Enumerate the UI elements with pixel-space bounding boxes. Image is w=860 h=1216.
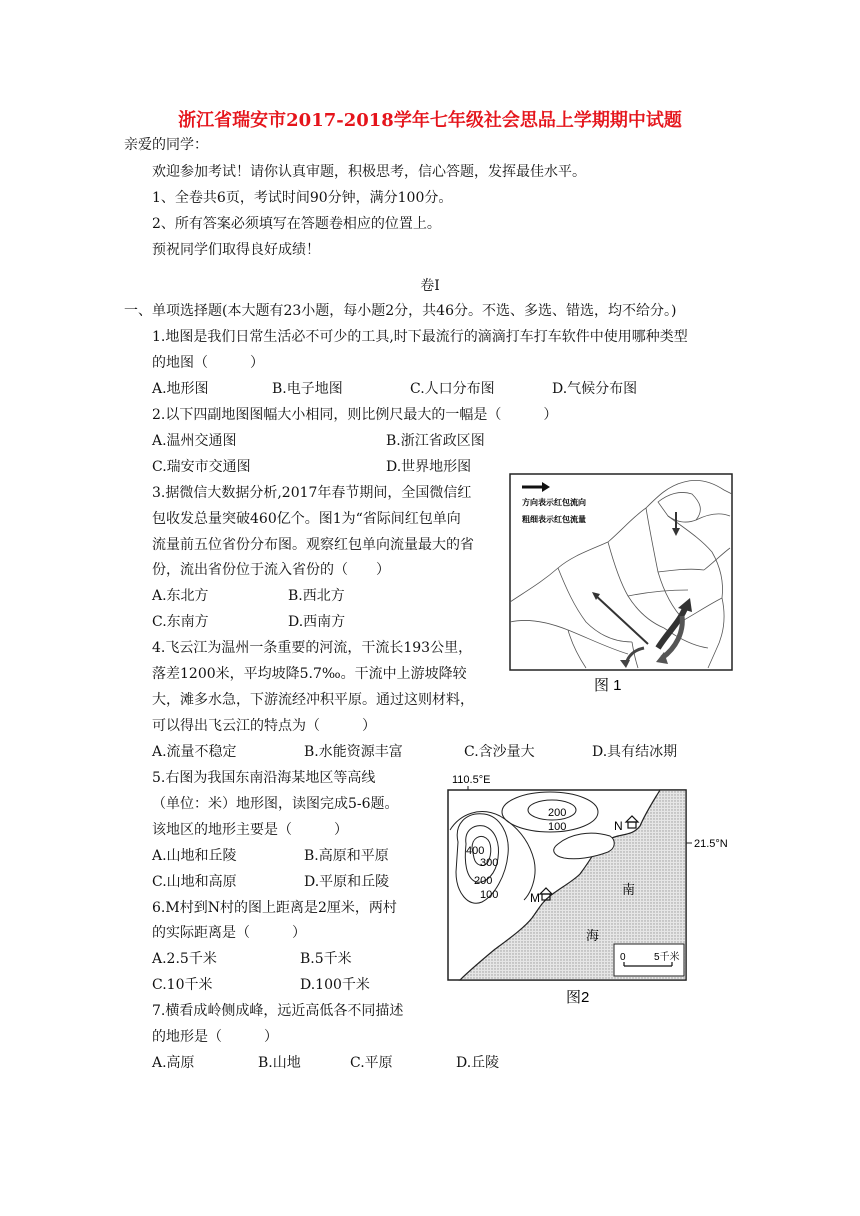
sea-label: 海 — [586, 928, 600, 943]
intro-line: 2、所有答案必须填写在答题卷相应的位置上。 — [152, 216, 441, 232]
answer-option: B.水能资源丰富 — [304, 744, 403, 760]
answer-option: A.温州交通图 — [152, 433, 237, 449]
answer-option: C.平原 — [350, 1055, 393, 1071]
contour-label-200-top: 200 — [548, 807, 567, 819]
question-stem: 流量前五位省份分布图。观察红包单向流量最大的省 — [152, 537, 474, 553]
figure-1-caption: 图 1 — [594, 677, 622, 694]
answer-option: D.气候分布图 — [552, 381, 638, 397]
answer-option: C.山地和高原 — [152, 874, 237, 890]
answer-option: D.世界地形图 — [386, 459, 472, 475]
answer-option: C.人口分布图 — [410, 381, 495, 397]
question-stem: 大，滩多水急，下游流经冲积平原。通过这则材料， — [152, 692, 474, 708]
latitude-label: 21.5°N — [694, 838, 728, 850]
question-stem: 的实际距离是（ ） — [152, 925, 306, 941]
answer-option: D.丘陵 — [456, 1055, 500, 1071]
figure-2-contour-map — [440, 770, 742, 1010]
part-heading: 一、单项选择题(本大题有23小题，每小题2分，共46分。不选、多选、错选，均不给分。) — [124, 303, 677, 319]
contour-label-300: 300 — [480, 857, 499, 869]
answer-option: B.浙江省政区图 — [386, 433, 485, 449]
section-title: 卷Ⅰ — [420, 278, 440, 294]
exam-title: 浙江省瑞安市2017-2018学年七年级社会思品上学期期中试题 — [178, 110, 682, 131]
answer-option: A.2.5千米 — [152, 951, 217, 967]
question-stem: 3.据微信大数据分析,2017年春节期间，全国微信红 — [152, 485, 472, 501]
answer-option: C.东南方 — [152, 614, 209, 630]
answer-option: B.高原和平原 — [304, 848, 389, 864]
legend-direction: 方向表示红包流向 — [522, 498, 586, 507]
intro-line: 欢迎参加考试！请你认真审题，积极思考，信心答题，发挥最佳水平。 — [152, 164, 586, 180]
contour-label-100-top: 100 — [548, 821, 567, 833]
answer-option: B.山地 — [258, 1055, 301, 1071]
figure-2-caption: 图2 — [566, 989, 590, 1006]
village-n-label: N — [614, 819, 623, 833]
scale-end: 5千米 — [654, 952, 680, 963]
question-stem: 4.飞云江为温州一条重要的河流，干流长193公里， — [152, 640, 473, 656]
question-stem: 的地图（ ） — [152, 355, 264, 371]
greeting: 亲爱的同学： — [124, 137, 208, 153]
answer-option: D.平原和丘陵 — [304, 874, 390, 890]
question-stem: （单位：米）地形图，读图完成5-6题。 — [152, 796, 399, 812]
sea-label: 南 — [622, 882, 636, 897]
answer-option: B.西北方 — [288, 588, 345, 604]
contour-label-400: 400 — [466, 845, 485, 857]
answer-option: C.含沙量大 — [464, 744, 535, 760]
answer-option: A.地形图 — [152, 381, 209, 397]
question-stem: 2.以下四副地图图幅大小相同，则比例尺最大的一幅是（ ） — [152, 407, 558, 423]
question-stem: 5.右图为我国东南沿海某地区等高线 — [152, 770, 376, 786]
question-stem: 包收发总量突破460亿个。图1为“省际间红包单向 — [152, 511, 461, 527]
question-stem: 份，流出省份位于流入省份的（ ） — [152, 562, 390, 578]
question-stem: 落差1200米，平均坡降5.7‰。干流中上游坡降较 — [152, 666, 467, 682]
answer-option: C.瑞安市交通图 — [152, 459, 251, 475]
question-stem: 6.M村到N村的图上距离是2厘米，两村 — [152, 900, 397, 916]
question-stem: 可以得出飞云江的特点为（ ） — [152, 718, 376, 734]
longitude-label: 110.5°E — [452, 774, 491, 786]
answer-option: A.东北方 — [152, 588, 209, 604]
question-stem: 1.地图是我们日常生活必不可少的工具,时下最流行的滴滴打车打车软件中使用哪种类型 — [152, 329, 688, 345]
intro-line: 预祝同学们取得良好成绩！ — [152, 242, 320, 258]
contour-label-100: 100 — [480, 889, 499, 901]
answer-option: D.100千米 — [300, 977, 370, 993]
contour-label-200: 200 — [474, 875, 493, 887]
answer-option: A.高原 — [152, 1055, 195, 1071]
question-stem: 7.横看成岭侧成峰，远近高低各不同描述 — [152, 1003, 404, 1019]
figure-1-red-envelope-flow-map — [508, 472, 734, 696]
scale-zero: 0 — [620, 952, 626, 963]
question-stem: 的地形是（ ） — [152, 1029, 278, 1045]
answer-option: A.流量不稳定 — [152, 744, 237, 760]
answer-option: D.具有结冰期 — [592, 744, 678, 760]
answer-option: A.山地和丘陵 — [152, 848, 237, 864]
village-m-label: M — [530, 891, 540, 905]
legend-thickness: 粗细表示红包流量 — [522, 515, 586, 524]
answer-option: C.10千米 — [152, 977, 213, 993]
answer-option: B.电子地图 — [272, 381, 343, 397]
answer-option: B.5千米 — [300, 951, 352, 967]
intro-line: 1、全卷共6页，考试时间90分钟，满分100分。 — [152, 190, 453, 206]
question-stem: 该地区的地形主要是（ ） — [152, 822, 348, 838]
answer-option: D.西南方 — [288, 614, 346, 630]
